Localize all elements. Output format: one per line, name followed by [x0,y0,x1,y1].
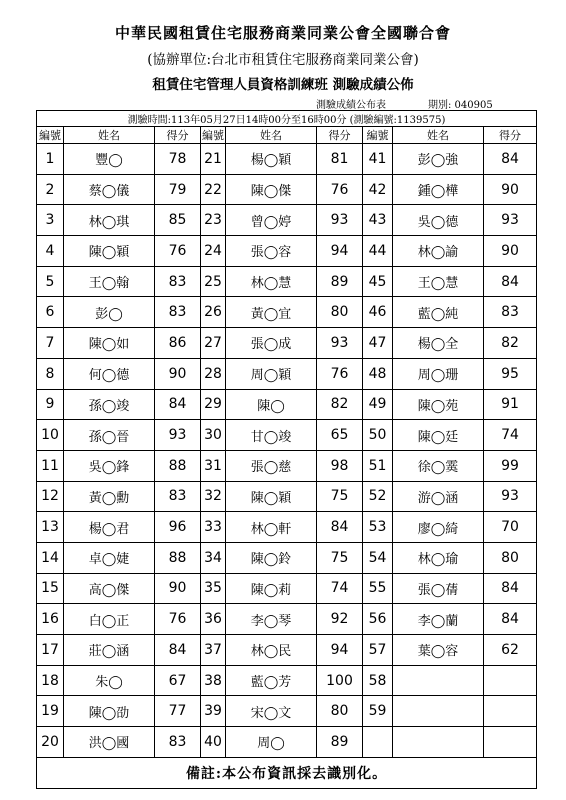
cell-score: 74 [484,420,537,451]
cell-name: 陳◯ [226,389,317,420]
cell-number: 30 [201,420,226,451]
cell-name: 張◯慈 [226,450,317,481]
cell-name: 廖◯綺 [393,512,484,543]
cell-score: 67 [155,665,201,696]
cell-number: 35 [201,573,226,604]
cell-name: 陳◯劭 [64,696,155,727]
cell-name: 黃◯宜 [226,297,317,328]
cell-name: 洪◯國 [64,727,155,758]
table-row [37,144,537,175]
cell-score: 75 [317,542,363,573]
page-title: 中華民國租賃住宅服務商業同業公會全國聯合會 [114,24,451,42]
exam-time: 測驗時間:113年05月27日14時00分至16時00分 (測驗編號:1139575) [37,111,537,127]
cell-number: 41 [363,144,393,175]
cell-name: 陳◯鈴 [226,542,317,573]
table-row [37,542,537,573]
cell-score: 88 [155,542,201,573]
cell-name: 林◯琪 [64,205,155,236]
cell-name: 彭◯ [64,297,155,328]
col-header-score: 得分 [155,127,201,144]
cell-score: 76 [155,604,201,635]
cell-number: 13 [37,512,64,543]
table-header-row [37,127,537,144]
cell-number: 5 [37,266,64,297]
cell-name: 周◯ [226,727,317,758]
table-row [37,205,537,236]
cell-number: 25 [201,266,226,297]
cell-name: 卓◯婕 [64,542,155,573]
cell-score: 93 [317,205,363,236]
cell-name: 林◯諭 [393,236,484,267]
cell-name: 林◯慧 [226,266,317,297]
col-header-score: 得分 [484,127,537,144]
cell-number: 54 [363,542,393,573]
col-header-number: 編號 [37,127,64,144]
cell-score: 94 [317,635,363,666]
cell-score: 86 [155,328,201,359]
cell-number: 48 [363,358,393,389]
cell-score: 93 [317,328,363,359]
cell-score: 74 [317,573,363,604]
col-header-name: 姓名 [226,127,317,144]
cell-number: 53 [363,512,393,543]
table-row [37,665,537,696]
cell-number: 24 [201,236,226,267]
cell-score: 76 [155,236,201,267]
cell-score: 82 [484,328,537,359]
table-row [37,573,537,604]
cell-number: 20 [37,727,64,758]
table-row [37,727,537,758]
table-row [37,512,537,543]
cell-number: 17 [37,635,64,666]
col-header-score: 得分 [317,127,363,144]
cell-score: 83 [484,297,537,328]
cell-score: 90 [484,236,537,267]
cell-score: 65 [317,420,363,451]
cell-number: 4 [37,236,64,267]
cell-number: 11 [37,450,64,481]
cell-score [484,665,537,696]
cell-score: 80 [317,696,363,727]
cell-score: 75 [317,481,363,512]
cell-name: 徐◯霙 [393,450,484,481]
cell-score: 93 [484,205,537,236]
score-table-body [37,111,537,789]
cell-number: 34 [201,542,226,573]
cell-name: 陳◯穎 [226,481,317,512]
cell-score [484,727,537,758]
cell-number: 52 [363,481,393,512]
cell-number: 55 [363,573,393,604]
col-header-number: 編號 [363,127,393,144]
cell-number: 23 [201,205,226,236]
cell-number: 10 [37,420,64,451]
cell-score: 79 [155,174,201,205]
col-header-number: 編號 [201,127,226,144]
cell-score: 94 [317,236,363,267]
cell-name: 莊◯涵 [64,635,155,666]
cell-number: 27 [201,328,226,359]
cell-name: 林◯軒 [226,512,317,543]
cell-score: 95 [484,358,537,389]
cell-score: 84 [484,604,537,635]
cell-number: 39 [201,696,226,727]
table-row [37,450,537,481]
cell-name: 楊◯穎 [226,144,317,175]
cell-number: 2 [37,174,64,205]
cell-name: 吳◯鋒 [64,450,155,481]
cell-name: 吳◯德 [393,205,484,236]
cell-name: 朱◯ [64,665,155,696]
cell-name: 楊◯全 [393,328,484,359]
cell-number: 36 [201,604,226,635]
table-row [37,358,537,389]
cell-score: 76 [317,174,363,205]
cell-number: 47 [363,328,393,359]
cell-score: 96 [155,512,201,543]
cell-score: 84 [484,266,537,297]
col-header-name: 姓名 [64,127,155,144]
cell-number: 28 [201,358,226,389]
cell-score: 89 [317,727,363,758]
col-header-name: 姓名 [393,127,484,144]
cell-name: 李◯琴 [226,604,317,635]
cell-score: 62 [484,635,537,666]
cell-name [393,727,484,758]
cell-number: 46 [363,297,393,328]
cell-number: 19 [37,696,64,727]
cell-name: 鍾◯樺 [393,174,484,205]
cell-score: 93 [155,420,201,451]
table-row [37,635,537,666]
cell-score: 89 [317,266,363,297]
cell-number: 32 [201,481,226,512]
cell-name: 彭◯強 [393,144,484,175]
cell-score: 93 [484,481,537,512]
cell-score: 76 [317,358,363,389]
cell-name: 游◯涵 [393,481,484,512]
cell-name: 白◯正 [64,604,155,635]
cell-name: 藍◯純 [393,297,484,328]
cell-name: 甘◯竣 [226,420,317,451]
cell-number: 33 [201,512,226,543]
cell-score: 84 [155,389,201,420]
cell-number: 15 [37,573,64,604]
note-row [37,757,537,788]
exam-time-row [37,111,537,127]
cell-name: 豐◯ [64,144,155,175]
cell-score: 90 [484,174,537,205]
cell-number: 40 [201,727,226,758]
cell-score: 81 [317,144,363,175]
table-row [37,389,537,420]
cell-score: 85 [155,205,201,236]
cell-name: 何◯德 [64,358,155,389]
cell-name: 陳◯苑 [393,389,484,420]
cell-score: 91 [484,389,537,420]
table-row [37,328,537,359]
table-row [37,696,537,727]
cell-name: 陳◯穎 [64,236,155,267]
cell-name: 蔡◯儀 [64,174,155,205]
cell-name: 周◯珊 [393,358,484,389]
cell-name: 周◯穎 [226,358,317,389]
cell-number: 22 [201,174,226,205]
cell-number: 12 [37,481,64,512]
notice-label: 測驗成績公布表 [316,100,386,111]
cell-number: 29 [201,389,226,420]
table-row [37,236,537,267]
cell-name: 宋◯文 [226,696,317,727]
cell-number: 31 [201,450,226,481]
cell-name: 張◯成 [226,328,317,359]
cell-score: 92 [317,604,363,635]
cell-number: 16 [37,604,64,635]
period-label: 期別: 040905 [428,100,493,111]
cell-score: 83 [155,266,201,297]
cell-score [484,696,537,727]
cell-score: 83 [155,727,201,758]
cell-name: 黃◯勳 [64,481,155,512]
table-row [37,604,537,635]
cell-number: 50 [363,420,393,451]
cell-number: 44 [363,236,393,267]
cell-score: 90 [155,573,201,604]
cell-name: 陳◯如 [64,328,155,359]
cell-score: 84 [155,635,201,666]
cell-number: 26 [201,297,226,328]
cell-name [393,665,484,696]
cell-score: 83 [155,481,201,512]
cell-score: 84 [484,573,537,604]
cell-name: 張◯容 [226,236,317,267]
cell-name: 林◯瑜 [393,542,484,573]
organizer-line: (協辦單位:台北市租賃住宅服務商業同業公會) [147,52,419,68]
cell-name: 葉◯容 [393,635,484,666]
cell-number: 21 [201,144,226,175]
page-subtitle: 租賃住宅管理人員資格訓練班 測驗成績公佈 [152,77,414,93]
cell-name: 高◯傑 [64,573,155,604]
cell-number: 7 [37,328,64,359]
cell-number: 6 [37,297,64,328]
table-row [37,481,537,512]
cell-number: 1 [37,144,64,175]
cell-number: 49 [363,389,393,420]
cell-name: 孫◯竣 [64,389,155,420]
cell-number: 37 [201,635,226,666]
cell-name: 林◯民 [226,635,317,666]
cell-name: 孫◯晉 [64,420,155,451]
cell-score: 84 [484,144,537,175]
cell-score: 88 [155,450,201,481]
table-row [37,420,537,451]
notice-meta [0,96,566,110]
cell-score: 70 [484,512,537,543]
cell-number: 57 [363,635,393,666]
cell-score: 84 [317,512,363,543]
cell-name: 王◯慧 [393,266,484,297]
table-row [37,174,537,205]
cell-number: 45 [363,266,393,297]
cell-name: 陳◯廷 [393,420,484,451]
cell-number: 59 [363,696,393,727]
cell-number [363,727,393,758]
cell-number: 51 [363,450,393,481]
cell-name: 陳◯莉 [226,573,317,604]
cell-number: 58 [363,665,393,696]
cell-name: 張◯蒨 [393,573,484,604]
cell-name [393,696,484,727]
cell-name: 王◯翰 [64,266,155,297]
cell-score: 77 [155,696,201,727]
cell-number: 56 [363,604,393,635]
cell-name: 楊◯君 [64,512,155,543]
cell-score: 80 [484,542,537,573]
cell-number: 3 [37,205,64,236]
cell-number: 14 [37,542,64,573]
cell-name: 李◯蘭 [393,604,484,635]
cell-number: 8 [37,358,64,389]
cell-score: 82 [317,389,363,420]
cell-name: 陳◯傑 [226,174,317,205]
cell-score: 83 [155,297,201,328]
cell-number: 43 [363,205,393,236]
score-table [36,110,537,789]
cell-score: 90 [155,358,201,389]
cell-name: 藍◯芳 [226,665,317,696]
cell-score: 80 [317,297,363,328]
table-row [37,297,537,328]
cell-number: 38 [201,665,226,696]
table-row [37,266,537,297]
cell-number: 42 [363,174,393,205]
cell-number: 9 [37,389,64,420]
cell-score: 99 [484,450,537,481]
cell-score: 78 [155,144,201,175]
cell-score: 100 [317,665,363,696]
cell-score: 98 [317,450,363,481]
cell-name: 曾◯婷 [226,205,317,236]
cell-number: 18 [37,665,64,696]
note-text: 備註:本公布資訊採去識別化。 [37,757,537,788]
